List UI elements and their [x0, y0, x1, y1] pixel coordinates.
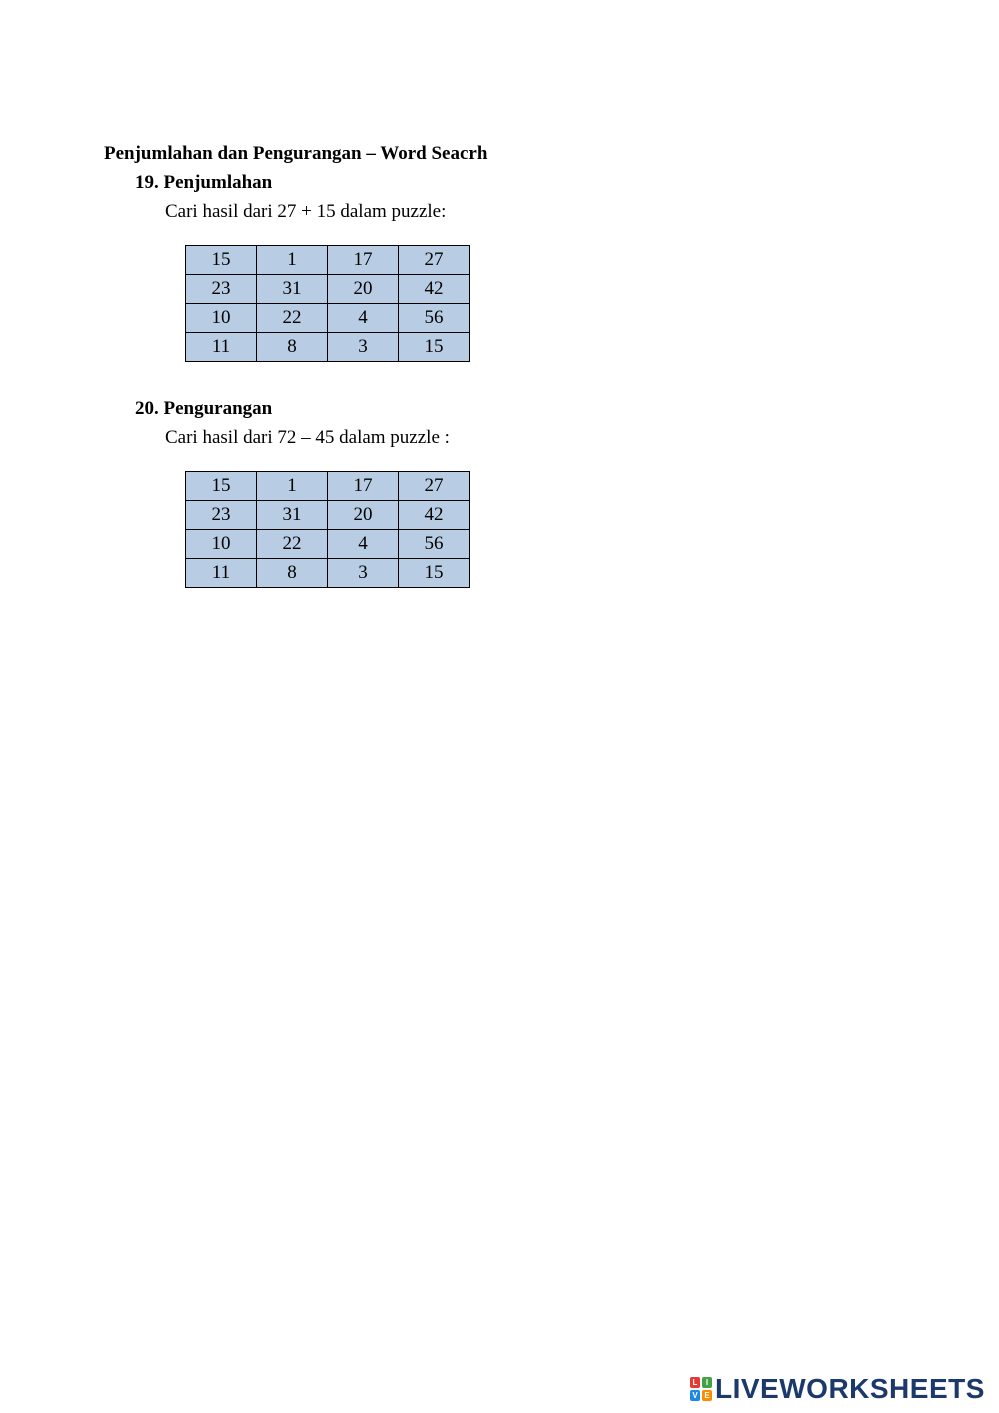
grid-cell[interactable]: 56	[399, 304, 470, 333]
grid-cell[interactable]: 8	[257, 559, 328, 588]
grid-cell[interactable]: 23	[186, 501, 257, 530]
grid-cell[interactable]: 56	[399, 530, 470, 559]
grid-cell[interactable]: 1	[257, 472, 328, 501]
logo-text: LIVEWORKSHEETS	[715, 1373, 985, 1404]
question-20-instruction: Cari hasil dari 72 – 45 dalam puzzle :	[165, 427, 450, 448]
grid-cell[interactable]: 4	[328, 304, 399, 333]
grid-cell[interactable]: 42	[399, 275, 470, 304]
grid-cell[interactable]: 1	[257, 246, 328, 275]
grid-cell[interactable]: 27	[399, 472, 470, 501]
grid-cell[interactable]: 4	[328, 530, 399, 559]
grid-cell[interactable]: 15	[186, 246, 257, 275]
puzzle-grid-19	[185, 245, 470, 362]
grid-cell[interactable]: 15	[186, 472, 257, 501]
table-row	[186, 275, 470, 304]
grid-cell[interactable]: 31	[257, 275, 328, 304]
logo-tile-e: E	[702, 1390, 712, 1401]
question-20-heading: 20. Pengurangan	[135, 398, 273, 419]
table-row	[186, 559, 470, 588]
table-row	[186, 333, 470, 362]
liveworksheets-logo-icon	[690, 1377, 712, 1401]
puzzle-grid-20	[185, 471, 470, 588]
grid-cell[interactable]: 17	[328, 472, 399, 501]
grid-cell[interactable]: 23	[186, 275, 257, 304]
logo-tile-i: I	[702, 1377, 712, 1388]
grid-cell[interactable]: 20	[328, 501, 399, 530]
table-row	[186, 304, 470, 333]
logo-tile-v: V	[690, 1390, 700, 1401]
grid-cell[interactable]: 8	[257, 333, 328, 362]
page-title: Penjumlahan dan Pengurangan – Word Seacrh	[104, 143, 488, 164]
grid-cell[interactable]: 20	[328, 275, 399, 304]
grid-cell[interactable]: 10	[186, 304, 257, 333]
grid-cell[interactable]: 15	[399, 559, 470, 588]
table-row	[186, 530, 470, 559]
grid-cell[interactable]: 15	[399, 333, 470, 362]
grid-cell[interactable]: 27	[399, 246, 470, 275]
liveworksheets-logo	[690, 1373, 985, 1405]
grid-cell[interactable]: 11	[186, 559, 257, 588]
table-row	[186, 246, 470, 275]
grid-cell[interactable]: 22	[257, 304, 328, 333]
question-19-instruction: Cari hasil dari 27 + 15 dalam puzzle:	[165, 201, 447, 222]
logo-tile-l: L	[690, 1377, 700, 1388]
table-row	[186, 501, 470, 530]
grid-cell[interactable]: 22	[257, 530, 328, 559]
grid-cell[interactable]: 10	[186, 530, 257, 559]
grid-cell[interactable]: 3	[328, 559, 399, 588]
grid-cell[interactable]: 31	[257, 501, 328, 530]
table-row	[186, 472, 470, 501]
grid-cell[interactable]: 42	[399, 501, 470, 530]
grid-cell[interactable]: 17	[328, 246, 399, 275]
grid-cell[interactable]: 11	[186, 333, 257, 362]
question-19-heading: 19. Penjumlahan	[135, 172, 273, 193]
grid-cell[interactable]: 3	[328, 333, 399, 362]
